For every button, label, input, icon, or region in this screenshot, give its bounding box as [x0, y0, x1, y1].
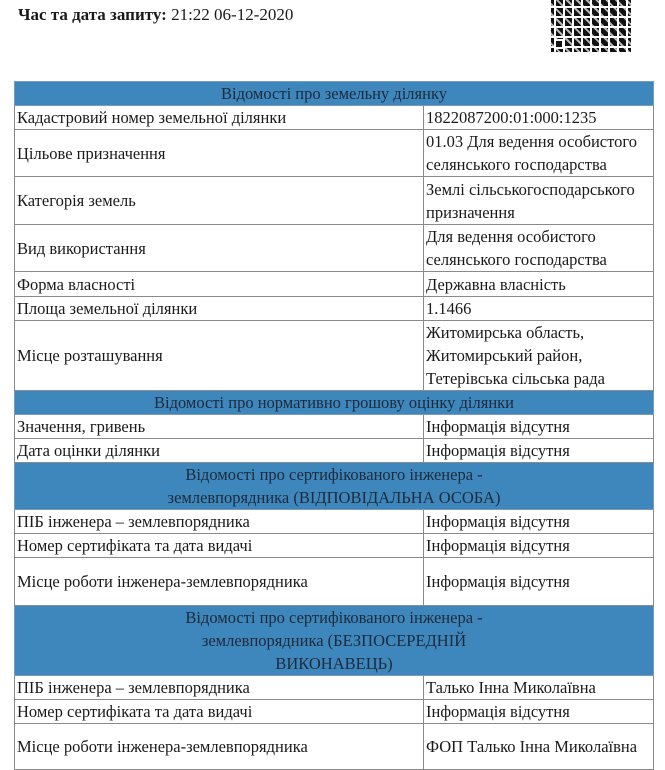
- table-row: [15, 439, 654, 463]
- row-key: ПІБ інженера – землевпорядника: [15, 676, 424, 700]
- row-value: Інформація відсутня: [424, 558, 654, 606]
- request-datetime: [18, 4, 293, 26]
- row-key: Кадастровий номер земельної ділянки: [15, 106, 424, 130]
- row-key: Вид використання: [15, 225, 424, 272]
- row-value: Для ведення особистого селянського господарства: [424, 225, 654, 272]
- table-row: [15, 130, 654, 177]
- land-plot-info-table: [14, 81, 654, 770]
- row-key: Категорія земель: [15, 177, 424, 225]
- row-key: ПІБ інженера – землевпорядника: [15, 510, 424, 534]
- table-row: [15, 558, 654, 606]
- row-key: Номер сертифіката та дата видачі: [15, 700, 424, 724]
- section-title: Відомості про земельну ділянку: [15, 82, 654, 106]
- row-value: 1822087200:01:000:1235: [424, 106, 654, 130]
- row-key: Значення, гривень: [15, 415, 424, 439]
- row-key: Місце роботи інженера-землевпорядника: [15, 724, 424, 770]
- row-value: Інформація відсутня: [424, 415, 654, 439]
- row-value: Землі сільськогосподарського призначення: [424, 177, 654, 225]
- request-datetime-value: 21:22 06-12-2020: [171, 5, 294, 24]
- row-key: Дата оцінки ділянки: [15, 439, 424, 463]
- row-value: ФОП Талько Інна Миколаївна: [424, 724, 654, 770]
- row-key: Місце розташування: [15, 321, 424, 391]
- section-title: Відомості про сертифікованого інженера - землевпорядника (БЕЗПОСЕРЕДНІЙ ВИКОНАВЕЦЬ): [15, 606, 654, 676]
- table-row: [15, 297, 654, 321]
- row-value: 1.1466: [424, 297, 654, 321]
- table-row: [15, 321, 654, 391]
- section-header-land-plot: [15, 82, 654, 106]
- section-title: Відомості про сертифікованого інженера - землевпорядника (ВІДПОВІДАЛЬНА ОСОБА): [15, 463, 654, 510]
- row-value: Інформація відсутня: [424, 439, 654, 463]
- table-row: [15, 415, 654, 439]
- row-value: Інформація відсутня: [424, 534, 654, 558]
- row-key: Номер сертифіката та дата видачі: [15, 534, 424, 558]
- row-key: Площа земельної ділянки: [15, 297, 424, 321]
- qr-code-icon: [551, 0, 631, 52]
- section-header-valuation: [15, 391, 654, 415]
- table-row: [15, 510, 654, 534]
- row-key: Місце роботи інженера-землевпорядника: [15, 558, 424, 606]
- table-row: [15, 724, 654, 770]
- row-key: Цільове призначення: [15, 130, 424, 177]
- row-value: Інформація відсутня: [424, 510, 654, 534]
- qr-finder-pattern: [554, 39, 564, 49]
- table-row: [15, 106, 654, 130]
- row-value: Житомирська область, Житомирський район, Тетерівська сільська рада: [424, 321, 654, 391]
- row-value: Державна власність: [424, 272, 654, 297]
- table-row: [15, 676, 654, 700]
- table-row: [15, 225, 654, 272]
- row-value: Талько Інна Миколаївна: [424, 676, 654, 700]
- section-header-responsible-engineer: [15, 463, 654, 510]
- table-row: [15, 700, 654, 724]
- row-value: Інформація відсутня: [424, 700, 654, 724]
- table-row: [15, 177, 654, 225]
- row-key: Форма власності: [15, 272, 424, 297]
- request-datetime-label: Час та дата запиту:: [18, 5, 167, 24]
- table-row: [15, 534, 654, 558]
- section-header-direct-executor: [15, 606, 654, 676]
- section-title: Відомості про нормативно грошову оцінку ділянки: [15, 391, 654, 415]
- row-value: 01.03 Для ведення особистого селянського господарства: [424, 130, 654, 177]
- table-row: [15, 272, 654, 297]
